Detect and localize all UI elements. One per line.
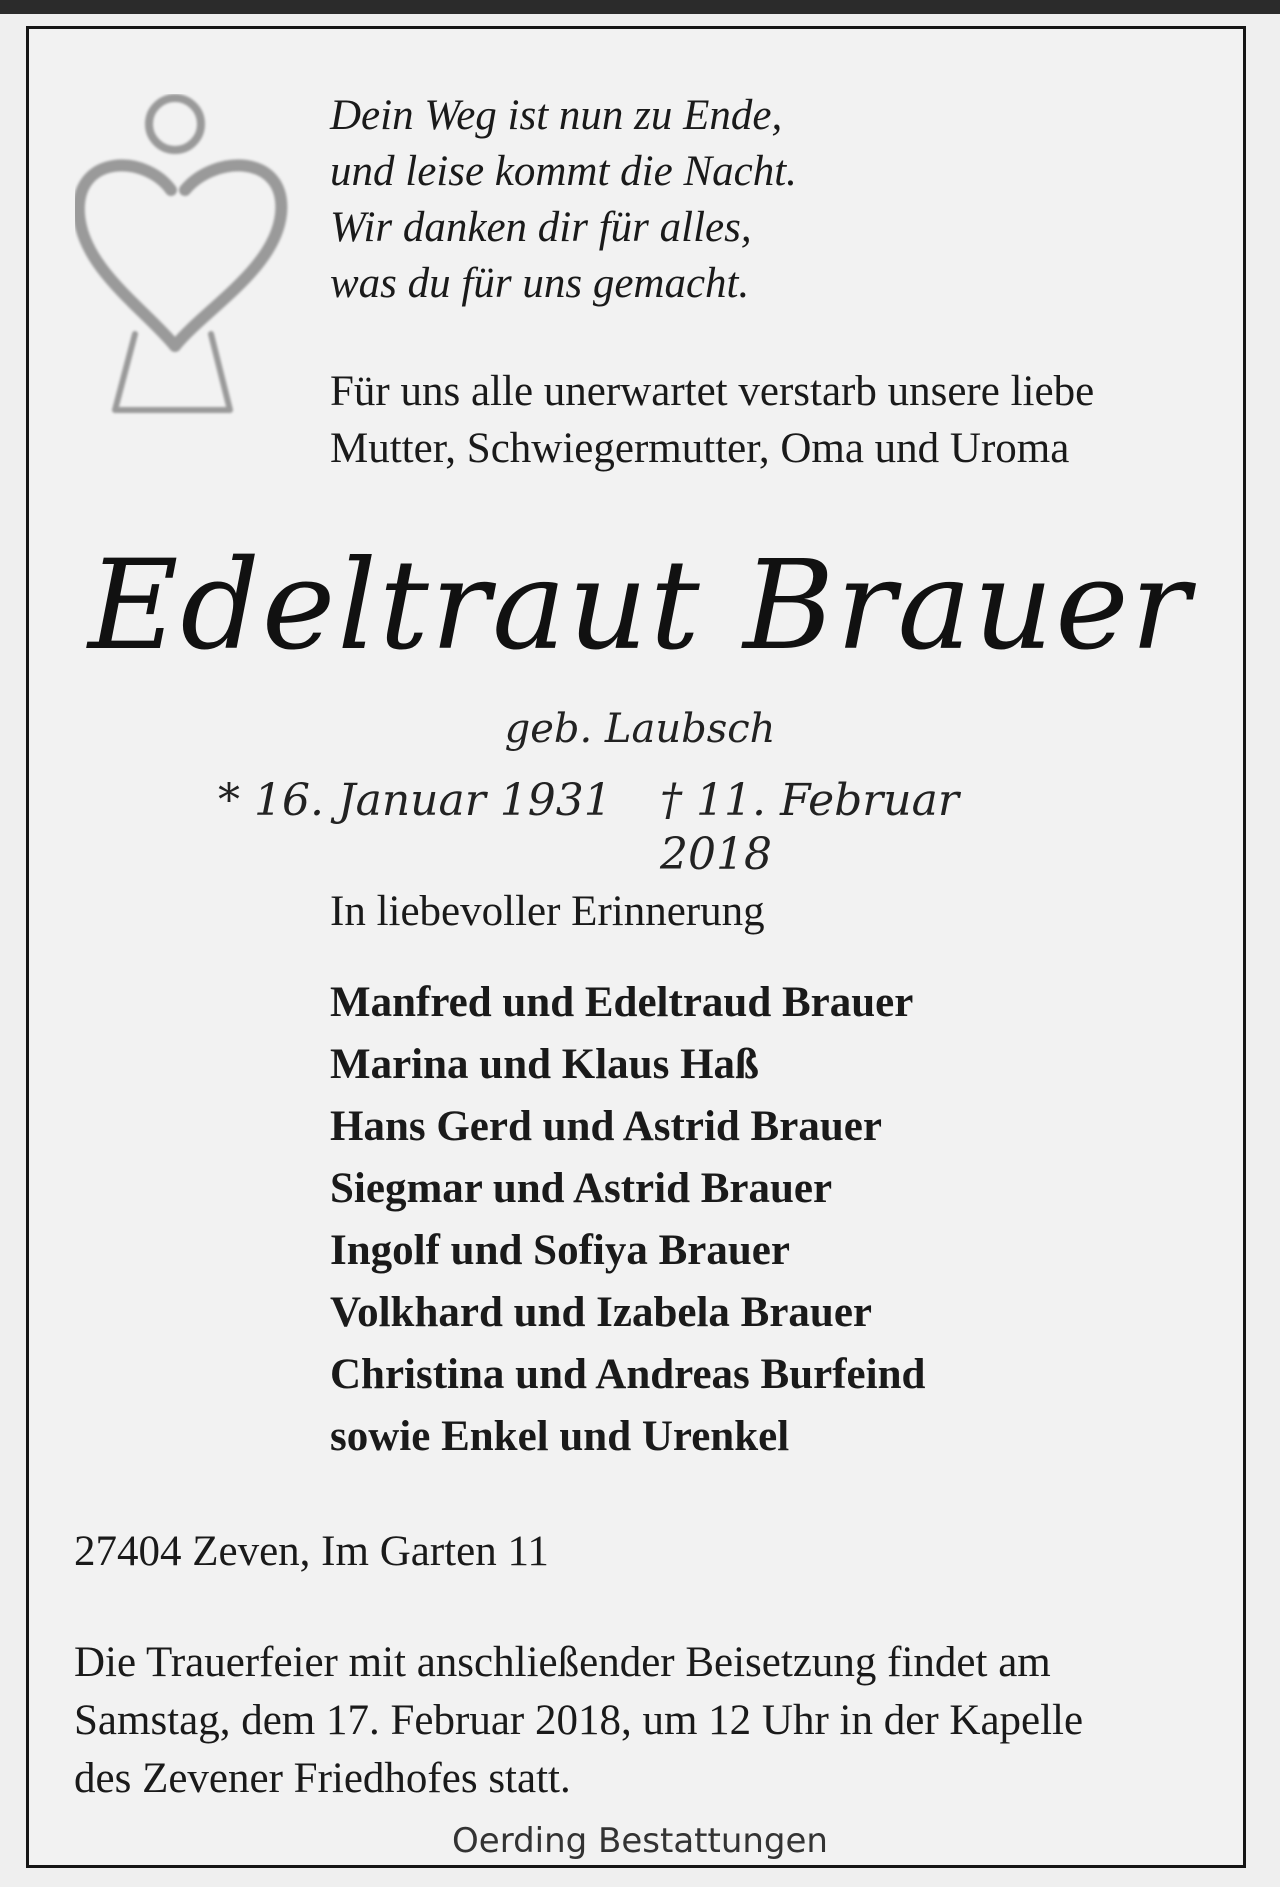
mourner-entry: Marina und Klaus Haß (330, 1041, 759, 1088)
mourner-entry: Volkhard und Izabela Brauer (330, 1289, 872, 1336)
announcement-intro (330, 363, 1094, 477)
undertaker-credit: Oerding Bestattungen (452, 1821, 828, 1861)
ceremony-notice (74, 1634, 1083, 1808)
death-date: † 11. Februar 2018 (660, 775, 959, 880)
mourner-entry: Siegmar und Astrid Brauer (330, 1165, 833, 1212)
deceased-name: Edeltraut Brauer (88, 534, 1192, 678)
maiden-name: geb. Laubsch (504, 706, 776, 752)
mourners-list (330, 972, 925, 1468)
memory-line: In liebevoller Erinnerung (330, 888, 765, 935)
poem-line: was du für uns gemacht. (330, 260, 750, 307)
mourner-entry: Hans Gerd und Astrid Brauer (330, 1103, 882, 1150)
ceremony-line: Die Trauerfeier mit anschließender Beisetzung findet am (74, 1639, 1051, 1686)
family-address: 27404 Zeven, Im Garten 11 (74, 1528, 549, 1575)
intro-line: Für uns alle unerwartet verstarb unsere liebe (330, 368, 1095, 415)
birth-date: * 16. Januar 1931 (218, 775, 612, 826)
ceremony-line: Samstag, dem 17. Februar 2018, um 12 Uhr in der Kapelle (74, 1697, 1084, 1744)
obituary-sheet (0, 14, 1280, 1887)
ceremony-line: des Zevener Friedhofes statt. (74, 1755, 571, 1802)
mourner-entry: Christina und Andreas Burfeind (330, 1351, 926, 1398)
poem (330, 88, 797, 312)
mourner-entry: Ingolf und Sofiya Brauer (330, 1227, 790, 1274)
angel-icon (75, 94, 295, 424)
mourner-entry: sowie Enkel und Urenkel (330, 1413, 790, 1460)
poem-line: Wir danken dir für alles, (330, 204, 752, 251)
poem-line: Dein Weg ist nun zu Ende, (330, 92, 783, 139)
poem-line: und leise kommt die Nacht. (330, 148, 797, 195)
mourner-entry: Manfred und Edeltraud Brauer (330, 979, 914, 1026)
intro-line: Mutter, Schwiegermutter, Oma und Uroma (330, 425, 1070, 472)
